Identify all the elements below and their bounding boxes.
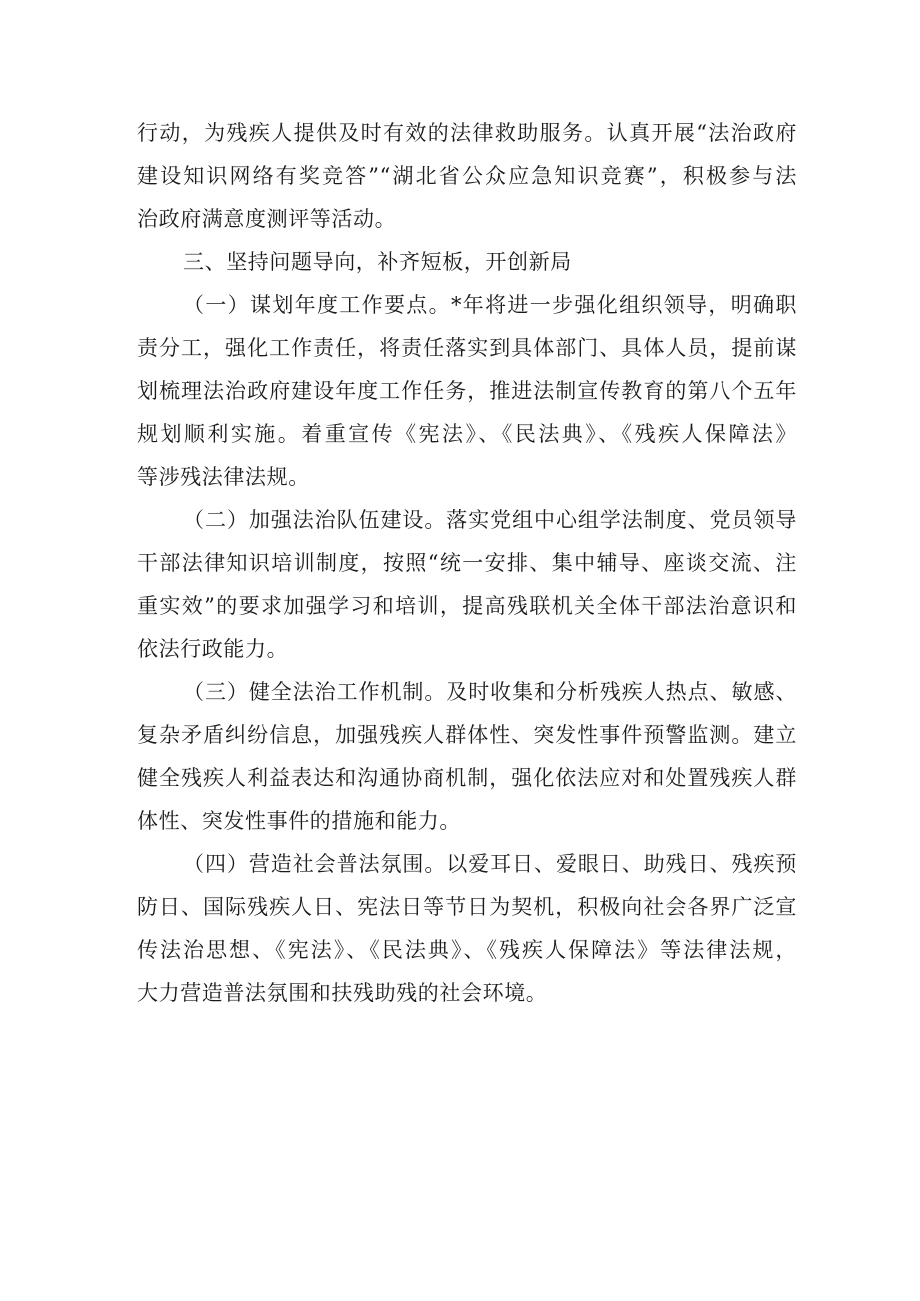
body-line: 建设知识网络有奖竞答”“湖北省公众应急知识竞赛”，积极参与法: [137, 164, 797, 188]
body-line: 传法治思想、《宪法》、《民法典》、《残疾人保障法》等法律法规，: [137, 938, 797, 962]
document-body: [137, 112, 797, 1015]
body-line: 依法行政能力。: [137, 637, 289, 661]
body-line: （四）营造社会普法氛围。以爱耳日、爱眼日、助残日、残疾预: [183, 852, 797, 876]
body-line: 防日、国际残疾人日、宪法日等节日为契机，积极向社会各界广泛宣: [137, 895, 797, 919]
body-line: （二）加强法治队伍建设。落实党组中心组学法制度、党员领导: [183, 508, 797, 532]
body-line: 体性、突发性事件的措施和能力。: [137, 809, 461, 833]
body-line: 划梳理法治政府建设年度工作任务，推进法制宣传教育的第八个五年: [137, 379, 797, 403]
body-line: 等涉残法律法规。: [137, 465, 310, 489]
body-line: 复杂矛盾纠纷信息，加强残疾人群体性、突发性事件预警监测。建立: [137, 723, 797, 747]
body-line: 干部法律知识培训制度，按照“统一安排、集中辅导、座谈交流、注: [137, 551, 797, 575]
body-line: （三）健全法治工作机制。及时收集和分析残疾人热点、敏感、: [183, 680, 797, 704]
body-line: 行动，为残疾人提供及时有效的法律救助服务。认真开展“法治政府: [137, 121, 797, 145]
body-line: 治政府满意度测评等活动。: [137, 207, 397, 231]
body-line: 责分工，强化工作责任，将责任落实到具体部门、具体人员，提前谋: [137, 336, 797, 360]
body-line: 重实效”的要求加强学习和培训，提高残联机关全体干部法治意识和: [137, 594, 797, 618]
body-line: 健全残疾人利益表达和沟通协商机制，强化依法应对和处置残疾人群: [137, 766, 797, 790]
section-heading: 三、坚持问题导向，补齐短板，开创新局: [183, 250, 572, 274]
body-line: （一）谋划年度工作要点。*年将进一步强化组织领导，明确职: [183, 293, 797, 317]
body-line: 大力营造普法氛围和扶残助残的社会环境。: [137, 981, 548, 1005]
body-line: 规划顺利实施。着重宣传《宪法》、《民法典》、《残疾人保障法》: [137, 422, 797, 446]
